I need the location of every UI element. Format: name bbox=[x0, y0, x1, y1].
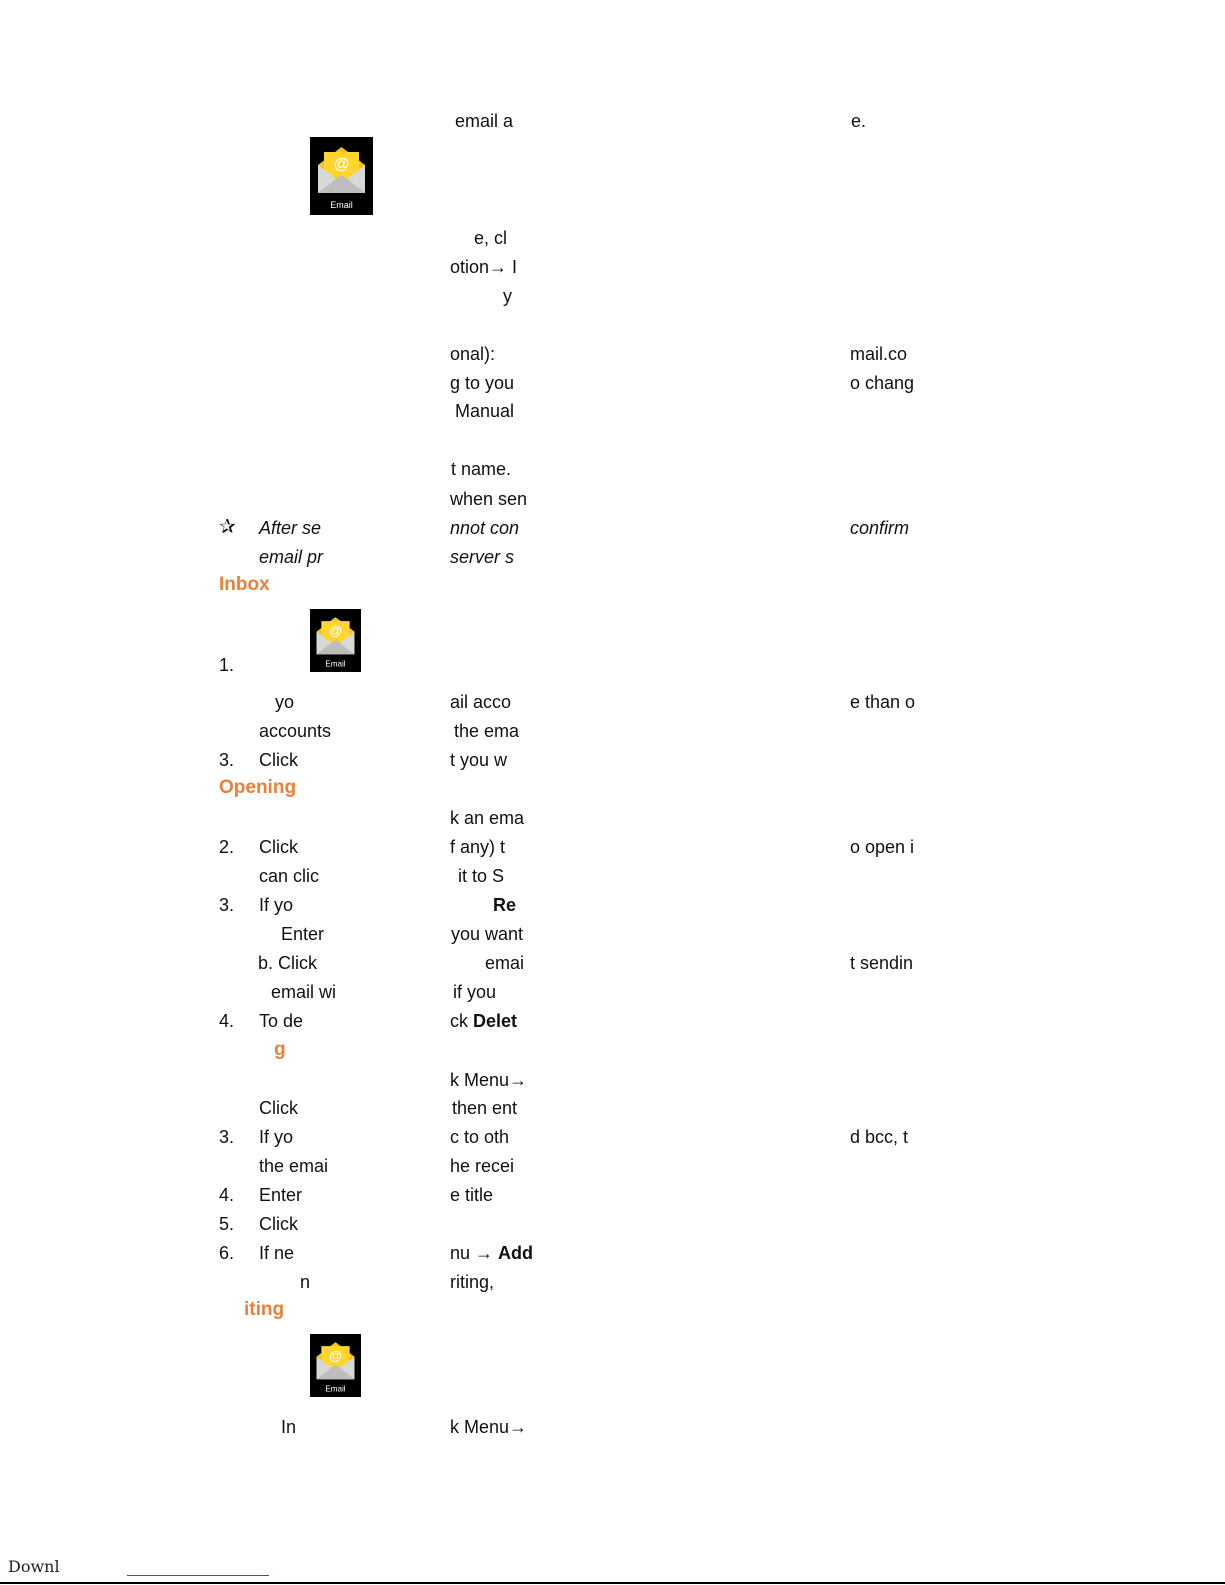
text-fragment: mail.co bbox=[850, 344, 908, 364]
text-fragment: otion→ I bbox=[450, 257, 518, 277]
list-number: 3. bbox=[219, 1127, 235, 1147]
list-number: 4. bbox=[219, 1011, 235, 1031]
text-fragment: can clic bbox=[259, 866, 320, 886]
email-envelope-icon bbox=[310, 609, 361, 672]
text-fragment: Manual bbox=[455, 401, 515, 421]
text-fragment: Click bbox=[259, 1214, 298, 1234]
list-number: 6. bbox=[219, 1243, 235, 1263]
note-text: email pr bbox=[259, 547, 324, 567]
email-envelope-icon bbox=[310, 1334, 361, 1397]
text-fragment: If yo bbox=[259, 895, 294, 915]
text-fragment: accounts bbox=[259, 721, 332, 741]
list-number: 2. bbox=[219, 837, 235, 857]
svg-text:@: @ bbox=[329, 622, 342, 638]
email-app-icon bbox=[310, 609, 361, 672]
text-fragment: t name. bbox=[451, 459, 512, 479]
text-fragment: nu → Add bbox=[450, 1243, 534, 1263]
svg-text:@: @ bbox=[333, 156, 350, 173]
text-fragment: k Menu→ bbox=[450, 1417, 528, 1437]
text-fragment: e than o bbox=[850, 692, 916, 712]
note-text: server s bbox=[450, 547, 515, 567]
list-number: 1. bbox=[219, 655, 235, 675]
list-number: 3. bbox=[219, 750, 235, 770]
bold-term: Re bbox=[493, 895, 517, 915]
list-number: 3. bbox=[219, 895, 235, 915]
text-fragment: o chang bbox=[850, 373, 915, 393]
svg-text:Email: Email bbox=[330, 200, 353, 210]
bold-term: Delet bbox=[473, 1011, 518, 1031]
text-fragment: n bbox=[300, 1272, 311, 1292]
text-fragment: Click bbox=[259, 837, 298, 857]
text-fragment: k Menu→ bbox=[450, 1070, 528, 1090]
text-fragment: o open i bbox=[850, 837, 915, 857]
heading-inbox: Inbox bbox=[219, 574, 270, 595]
note-text: After se bbox=[259, 518, 322, 538]
text-fragment: y bbox=[503, 286, 512, 306]
text-fragment: Click bbox=[259, 1098, 298, 1118]
text-fragment: g to you bbox=[450, 373, 515, 393]
footer-link-underline[interactable] bbox=[127, 1575, 269, 1576]
svg-text:@: @ bbox=[329, 1347, 342, 1363]
text-fragment: ck Delet bbox=[450, 1011, 518, 1031]
footer-text: Downl bbox=[8, 1557, 60, 1576]
text-fragment: it to S bbox=[458, 866, 505, 886]
text-fragment: then ent bbox=[452, 1098, 518, 1118]
email-envelope-icon bbox=[310, 137, 373, 215]
text-fragment: e title bbox=[450, 1185, 494, 1205]
text-fragment: he recei bbox=[450, 1156, 515, 1176]
text-fragment: riting, bbox=[450, 1272, 495, 1292]
bottom-rule bbox=[0, 1582, 1225, 1584]
text-fragment: Click bbox=[259, 750, 298, 770]
text-fragment: when sen bbox=[450, 489, 528, 509]
text-fragment: e. bbox=[851, 111, 867, 131]
text-fragment: t you w bbox=[450, 750, 508, 770]
text-fragment: If yo bbox=[259, 1127, 294, 1147]
svg-text:Email: Email bbox=[325, 659, 346, 669]
text-fragment: email wi bbox=[271, 982, 337, 1002]
text-fragment: Enter bbox=[281, 924, 325, 944]
star-note-icon: ✰ bbox=[219, 516, 236, 538]
text-fragment: the emai bbox=[259, 1156, 329, 1176]
text-fragment: if you bbox=[453, 982, 497, 1002]
text-fragment: ail acco bbox=[450, 692, 512, 712]
text-fragment: If ne bbox=[259, 1243, 295, 1263]
text-fragment: emai bbox=[485, 953, 525, 973]
text-fragment: t sendin bbox=[850, 953, 914, 973]
heading-writing: g bbox=[274, 1039, 286, 1060]
note-text: confirm bbox=[850, 518, 910, 538]
text-fragment: Enter bbox=[259, 1185, 303, 1205]
text-fragment: k an ema bbox=[450, 808, 525, 828]
text-fragment: yo bbox=[275, 692, 295, 712]
text-fragment: the ema bbox=[454, 721, 520, 741]
text-fragment: f any) t bbox=[450, 837, 506, 857]
text-fragment: email a bbox=[455, 111, 514, 131]
heading-opening: Opening bbox=[219, 777, 297, 798]
text-fragment: b. Click bbox=[258, 953, 318, 973]
svg-text:Email: Email bbox=[325, 1384, 346, 1394]
list-number: 5. bbox=[219, 1214, 235, 1234]
heading-editing: iting bbox=[244, 1299, 285, 1320]
text-fragment: onal): bbox=[450, 344, 496, 364]
email-app-icon bbox=[310, 1334, 361, 1397]
text-fragment: In bbox=[281, 1417, 297, 1437]
text-fragment: d bcc, t bbox=[850, 1127, 909, 1147]
text-fragment: To de bbox=[259, 1011, 304, 1031]
text-fragment: e, cl bbox=[474, 228, 508, 248]
list-number: 4. bbox=[219, 1185, 235, 1205]
text-fragment: you want bbox=[451, 924, 524, 944]
text-fragment: c to oth bbox=[450, 1127, 510, 1147]
bold-term: Add bbox=[498, 1243, 534, 1263]
email-app-icon bbox=[310, 137, 373, 215]
note-text: nnot con bbox=[450, 518, 520, 538]
